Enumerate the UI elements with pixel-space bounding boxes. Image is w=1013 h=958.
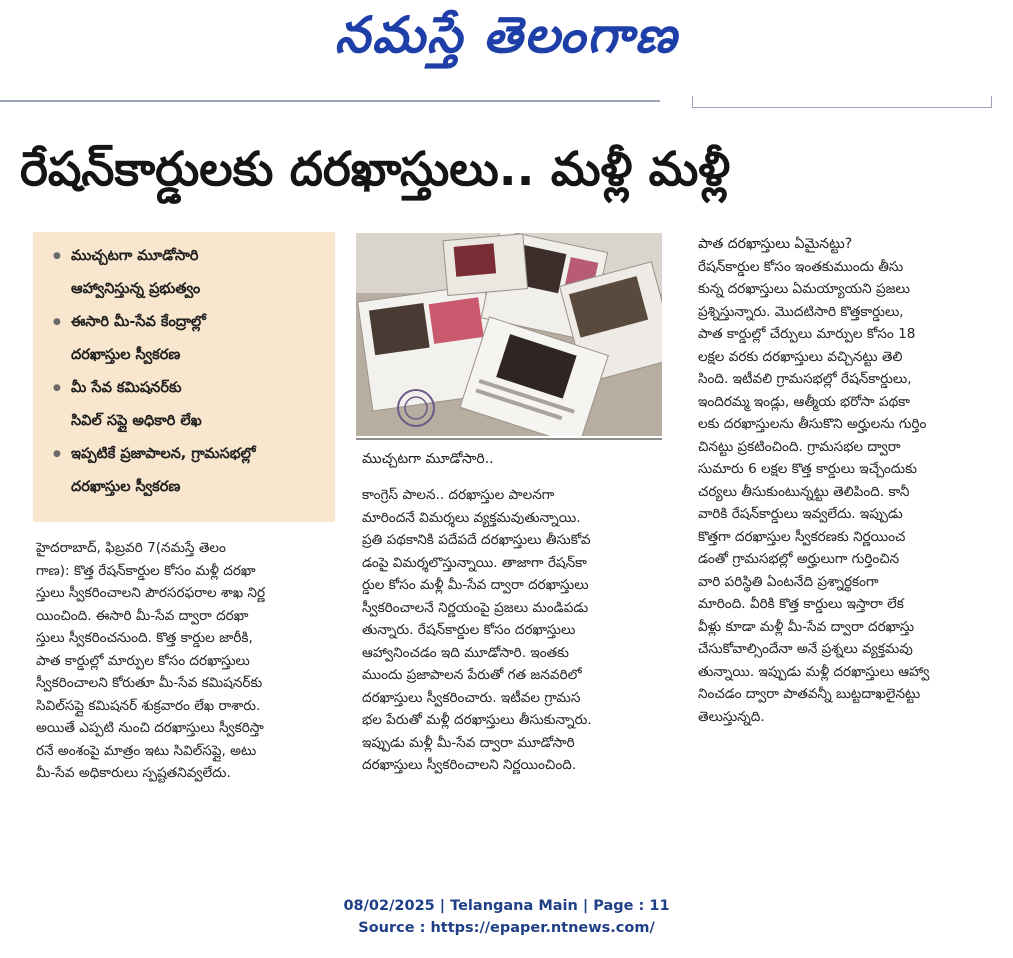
text-line: మారింది. వీరికి కొత్త కార్డులు ఇస్తారా లేక [698, 596, 904, 612]
text-line: కాంగ్రెస్ పాలన.. దరఖాస్తుల పాలనగా [362, 487, 555, 503]
text-line: దరఖాస్తులు స్వీకరించాలని నిర్ణయించింది. [362, 757, 577, 773]
text-line: వారికి రేషన్‌కార్డులు ఇవ్వలేదు. ఇప్పుడు [698, 506, 903, 522]
text-line: డంతో గ్రామసభల్లో అర్హులుగా గుర్తించిన [698, 551, 900, 567]
text-line: గాణ): కొత్త రేషన్‌కార్డుల కోసం మళ్లీ దరఖా [36, 562, 256, 579]
photo-caption: ముచ్చటగా మూడోసారి.. [362, 451, 494, 467]
text-line: లకు దరఖాస్తులను తీసుకొని అర్హులను గుర్తిం [698, 416, 927, 432]
highlight-item [53, 306, 325, 372]
article-column-left [36, 537, 332, 785]
ration-card-photo [356, 233, 662, 436]
text-line: సింది. ఇటీవలి గ్రామసభల్లో రేషన్‌కార్డులు, [698, 371, 912, 387]
text-line: తెలుస్తున్నది. [698, 708, 765, 725]
article-text [362, 484, 662, 777]
article-text [36, 537, 332, 785]
divider [991, 96, 992, 108]
highlight-line: ఆహ్వానిస్తున్న ప్రభుత్వం [71, 281, 201, 297]
subheading: పాత దరఖాస్తులు ఏమైనట్టు? [698, 236, 853, 252]
text-line: స్వీకరించాలనే నిర్ణయంపై ప్రజలు మండిపడు [362, 599, 589, 616]
text-line: మీ-సేవ అధికారులు స్పష్టతనివ్వలేదు. [36, 765, 231, 781]
headline: రేషన్‌కార్డులకు దరఖాస్తులు.. మళ్లీ మళ్లీ [20, 142, 731, 197]
text-line: రేషన్‌కార్డుల కోసం ఇంతకుముందు తీసు [698, 258, 904, 275]
highlight-line: దరఖాస్తుల స్వీకరణ [71, 479, 181, 495]
text-line: తున్నాయి. ఇప్పుడు మళ్లీ దరఖాస్తులు ఆహ్వా [698, 663, 930, 680]
article-column-middle [362, 484, 662, 777]
text-line: సుమారు 6 లక్షల కొత్త కార్డులు ఇచ్చేందుకు [698, 461, 917, 477]
article-text [698, 256, 990, 729]
text-line: స్వీకరించాలని కోరుతూ మీ-సేవ కమిషనర్‌కు [36, 675, 263, 691]
text-line: కొత్తగా దరఖాస్తుల స్వీకరణకు నిర్ణయించ [698, 528, 906, 545]
footer [0, 895, 1013, 939]
masthead [0, 0, 1013, 70]
highlight-line: ● ఈసారి మీ-సేవ కేంద్రాల్లో [71, 314, 206, 330]
text-line: కున్న దరఖాస్తులు ఏమయ్యాయని ప్రజలు [698, 281, 910, 297]
text-line: ప్రశ్నిస్తున్నారు. మొదటిసారి కొత్తకార్డులు, [698, 303, 904, 320]
text-line: భల పేరుతో మళ్లీ దరఖాస్తులు తీసుకున్నారు. [362, 712, 592, 728]
highlight-line: సివిల్ సప్లై అధికారి లేఖ [71, 413, 202, 429]
text-line: లక్షల వరకు దరఖాస్తులు వచ్చినట్టు తెలి [698, 348, 903, 365]
highlight-item [53, 240, 325, 306]
text-line: డంపై విమర్శలొస్తున్నాయి. తాజాగా రేషన్‌కా [362, 554, 587, 571]
text-line: పాత కార్డుల్లో మార్పుల కోసం దరఖాస్తులు [36, 652, 250, 669]
source-link[interactable]: Source : https://epaper.ntnews.com/ [358, 920, 655, 936]
highlight-line: దరఖాస్తుల స్వీకరణ [71, 347, 181, 363]
highlights-box [33, 232, 335, 522]
divider [356, 438, 662, 440]
text-line: ర్డుల కోసం మళ్లీ మీ-సేవ ద్వారా దరఖాస్తులు [362, 577, 589, 593]
text-line: రనే అంశంపై మాత్రం ఇటు సివిల్‌సప్లై, అటు [36, 742, 257, 759]
text-line: ఆహ్వానించడం ఇది మూడోసారి. ఇంతకు [362, 644, 569, 661]
text-line: ముందు ప్రజాపాలన పేరుతో గత జనవరిలో [362, 667, 582, 683]
highlights-list [33, 232, 335, 504]
text-line: సివిల్‌సప్లై కమిషనర్ శుక్రవారం లేఖ రాశారు. [36, 697, 261, 714]
text-line: చేసుకోవాల్సిందేనా అనే ప్రశ్నలు వ్యక్తమవు [698, 641, 913, 657]
divider [0, 100, 660, 102]
text-line: చినట్టు ప్రకటించింది. గ్రామసభల ద్వారా [698, 438, 901, 455]
newspaper-logo: నమస్తే తెలంగాణ [334, 5, 679, 64]
highlight-line: ● మీ సేవ కమిషనర్‌కు [71, 380, 182, 396]
article-photo [356, 233, 662, 436]
text-line: తున్నారు. రేషన్‌కార్డుల కోసం దరఖాస్తులు [362, 622, 576, 638]
text-line: ఇప్పుడు మళ్లీ మీ-సేవ ద్వారా మూడోసారి [362, 734, 575, 751]
text-line: చర్యలు తీసుకుంటున్నట్టు తెలిపింది. కానీ [698, 483, 910, 500]
text-line: అయితే ఎప్పటి నుంచి దరఖాస్తులు స్వీకరిస్తా [36, 720, 264, 736]
highlight-line: ● ఇప్పటికే ప్రజాపాలన, గ్రామసభల్లో [71, 446, 256, 462]
text-line: పాత కార్డుల్లో చేర్పులు మార్పుల కోసం 18 [698, 326, 916, 342]
highlight-item [53, 372, 325, 438]
text-line: వీళ్లు కూడా మళ్లీ మీ-సేవ ద్వారా దరఖాస్తు [698, 618, 915, 635]
highlight-item [53, 438, 325, 504]
text-line: మారిందనే విమర్శలు వ్యక్తమవుతున్నాయి. [362, 509, 581, 526]
text-line: ప్రతి పథకానికి పదేపదే దరఖాస్తులు తీసుకోవ [362, 532, 591, 548]
text-line: నించడం ద్వారా పాతవన్నీ బుట్టదాఖలైనట్టు [698, 686, 921, 702]
text-line: స్తులు స్వీకరించనుంది. కొత్త కార్డుల జారీకి, [36, 630, 253, 646]
divider [692, 107, 992, 108]
text-line: దరఖాస్తులు స్వీకరించారు. ఇటీవల గ్రామస [362, 689, 581, 706]
text-line: ఇందిరమ్మ ఇండ్లు, ఆత్మీయ భరోసా పథకా [698, 393, 910, 410]
highlight-line: ● ముచ్చటగా మూడోసారి [71, 248, 199, 264]
text-line: యించింది. ఈసారి మీ-సేవ ద్వారా దరఖా [36, 607, 249, 624]
text-line: హైదరాబాద్, ఫిబ్రవరి 7(నమస్తే తెలం [36, 540, 226, 556]
publication-info: 08/02/2025 | Telangana Main | Page : 11 [343, 898, 670, 914]
article-column-right [698, 233, 990, 728]
text-line: వారి పరిస్థితి ఏంటనేది ప్రశ్నార్థకంగా [698, 573, 879, 590]
text-line: స్తులు స్వీకరించాలని పౌరసరఫరాల శాఖ నిర్ణ [36, 585, 266, 601]
